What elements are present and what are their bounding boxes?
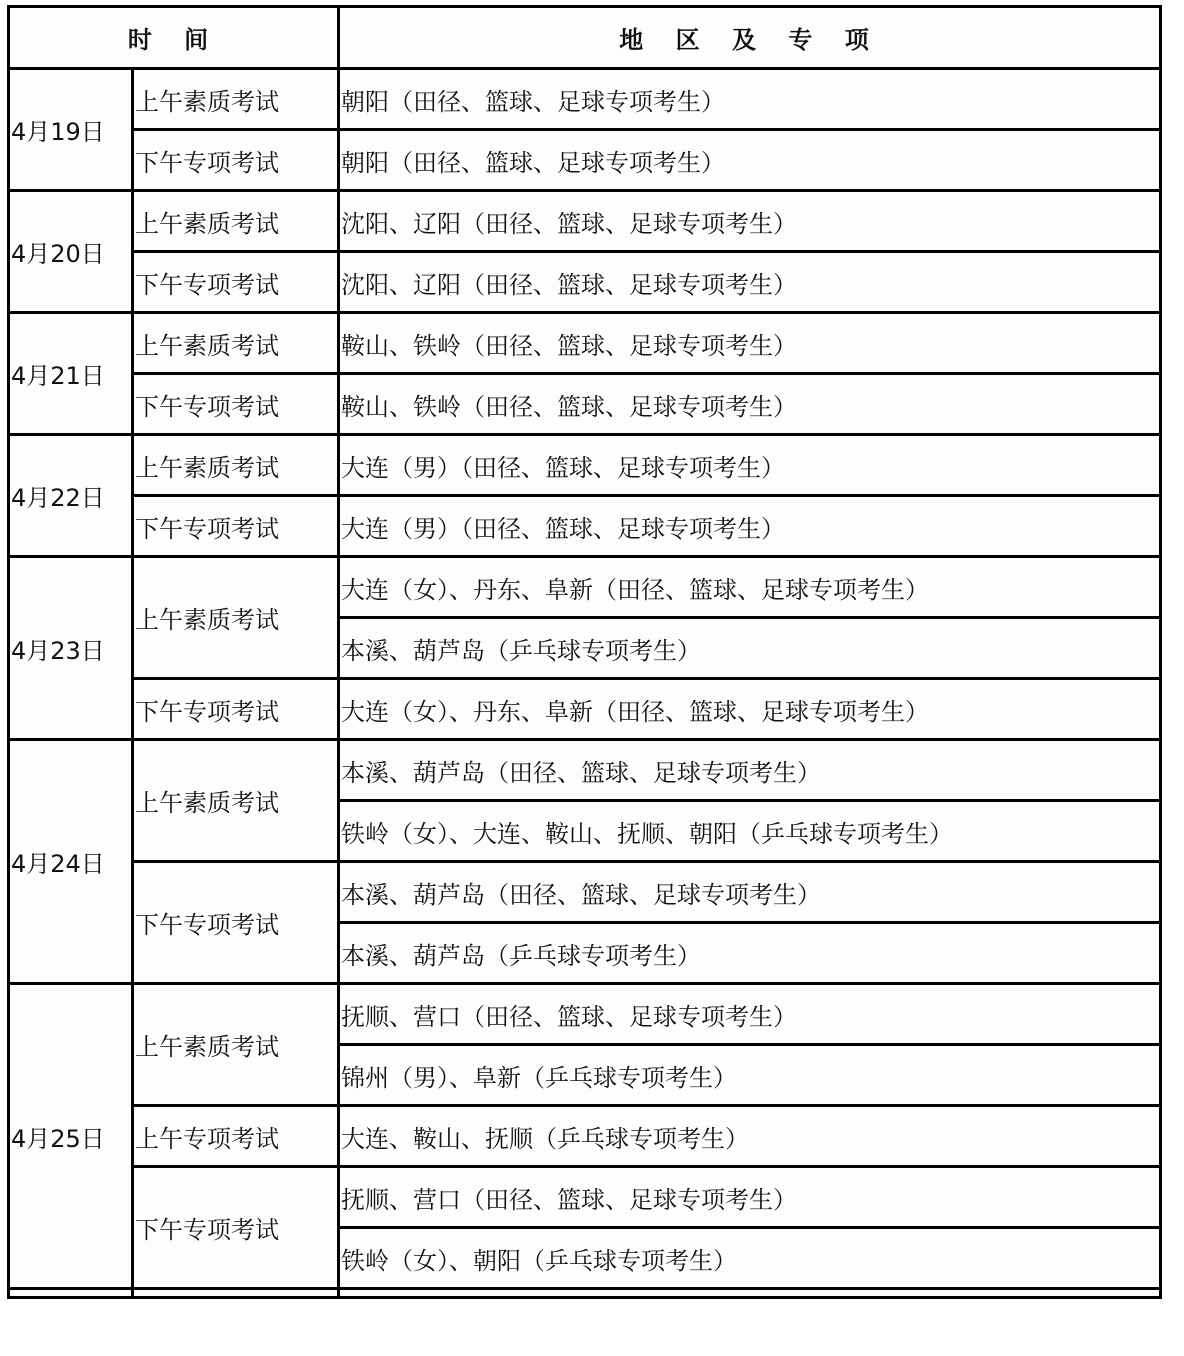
session-cell: 下午专项考试 (133, 496, 339, 557)
date-cell: 4月24日 (9, 740, 133, 984)
date-cell: 4月20日 (9, 191, 133, 313)
table-row (9, 435, 1161, 496)
session-cell: 下午专项考试 (133, 130, 339, 191)
session-cell: 上午专项考试 (133, 1106, 339, 1167)
region-cell: 鞍山、铁岭（田径、篮球、足球专项考生） (339, 313, 1161, 374)
table-row (9, 1167, 1161, 1228)
table-row (9, 130, 1161, 191)
date-cell: 4月22日 (9, 435, 133, 557)
region-cell: 大连、鞍山、抚顺（乒乓球专项考生） (339, 1106, 1161, 1167)
region-cell: 抚顺、营口（田径、篮球、足球专项考生） (339, 1167, 1161, 1228)
table-row (9, 496, 1161, 557)
header-time: 时 间 (9, 7, 339, 69)
region-cell: 铁岭（女）、朝阳（乒乓球专项考生） (339, 1228, 1161, 1289)
region-cell: 大连（男）（田径、篮球、足球专项考生） (339, 435, 1161, 496)
table-row (9, 191, 1161, 252)
region-cell: 锦州（男）、阜新（乒乓球专项考生） (339, 1045, 1161, 1106)
region-cell: 本溪、葫芦岛（乒乓球专项考生） (339, 618, 1161, 679)
table-row-cutoff (9, 1289, 1161, 1298)
table-row (9, 557, 1161, 618)
region-cell: 本溪、葫芦岛（田径、篮球、足球专项考生） (339, 740, 1161, 801)
region-cell: 本溪、葫芦岛（乒乓球专项考生） (339, 923, 1161, 984)
session-cell: 上午素质考试 (133, 557, 339, 679)
header-region: 地 区 及 专 项 (339, 7, 1161, 69)
date-cell: 4月19日 (9, 69, 133, 191)
session-cell: 上午素质考试 (133, 191, 339, 252)
table-row (9, 374, 1161, 435)
session-cell: 上午素质考试 (133, 435, 339, 496)
session-cell: 下午专项考试 (133, 1167, 339, 1289)
empty-cell (9, 1289, 133, 1298)
session-cell: 下午专项考试 (133, 374, 339, 435)
table-row (9, 862, 1161, 923)
date-cell: 4月23日 (9, 557, 133, 740)
header-row (9, 7, 1161, 69)
region-cell: 朝阳（田径、篮球、足球专项考生） (339, 130, 1161, 191)
region-cell: 大连（女）、丹东、阜新（田径、篮球、足球专项考生） (339, 679, 1161, 740)
session-cell: 上午素质考试 (133, 69, 339, 130)
region-cell: 朝阳（田径、篮球、足球专项考生） (339, 69, 1161, 130)
region-cell: 铁岭（女）、大连、鞍山、抚顺、朝阳（乒乓球专项考生） (339, 801, 1161, 862)
date-cell: 4月25日 (9, 984, 133, 1289)
region-cell: 沈阳、辽阳（田径、篮球、足球专项考生） (339, 191, 1161, 252)
region-cell: 大连（女）、丹东、阜新（田径、篮球、足球专项考生） (339, 557, 1161, 618)
table-row (9, 740, 1161, 801)
table-row (9, 1106, 1161, 1167)
region-cell: 大连（男）（田径、篮球、足球专项考生） (339, 496, 1161, 557)
session-cell: 上午素质考试 (133, 313, 339, 374)
region-cell: 本溪、葫芦岛（田径、篮球、足球专项考生） (339, 862, 1161, 923)
table-row (9, 252, 1161, 313)
empty-cell (339, 1289, 1161, 1298)
table-row (9, 69, 1161, 130)
session-cell: 上午素质考试 (133, 740, 339, 862)
session-cell: 上午素质考试 (133, 984, 339, 1106)
region-cell: 抚顺、营口（田径、篮球、足球专项考生） (339, 984, 1161, 1045)
session-cell: 下午专项考试 (133, 252, 339, 313)
table-row (9, 313, 1161, 374)
empty-cell (133, 1289, 339, 1298)
region-cell: 沈阳、辽阳（田径、篮球、足球专项考生） (339, 252, 1161, 313)
session-cell: 下午专项考试 (133, 679, 339, 740)
session-cell: 下午专项考试 (133, 862, 339, 984)
exam-schedule-table (7, 5, 1162, 1299)
table-row (9, 679, 1161, 740)
date-cell: 4月21日 (9, 313, 133, 435)
table-row (9, 984, 1161, 1045)
region-cell: 鞍山、铁岭（田径、篮球、足球专项考生） (339, 374, 1161, 435)
